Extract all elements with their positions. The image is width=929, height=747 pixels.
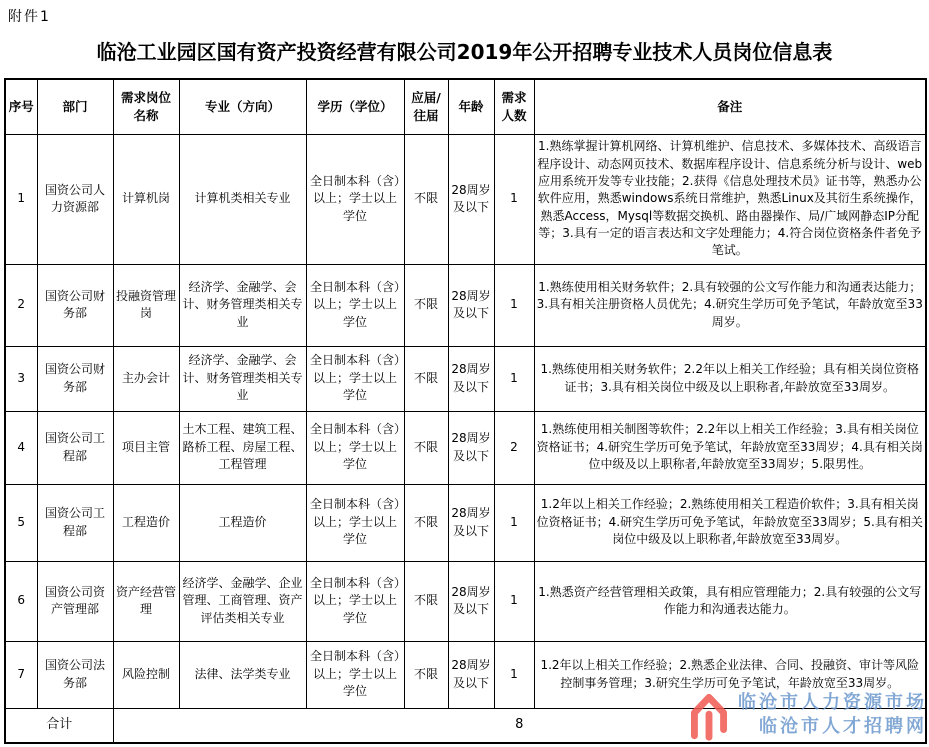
header-count: 需求人数 bbox=[494, 79, 534, 134]
cell-remarks: 1.2年以上相关工作经验；2.熟悉企业法律、合同、投融资、审计等风险控制事务管理；3.研究生学历可免予笔试，年龄放宽至33周岁。 bbox=[534, 641, 926, 708]
cell-major: 计算机类相关专业 bbox=[179, 134, 306, 264]
cell-position: 投融资管理岗 bbox=[113, 264, 179, 346]
table-row bbox=[5, 641, 926, 708]
cell-position: 风险控制 bbox=[113, 641, 179, 708]
cell-no: 6 bbox=[5, 561, 37, 641]
cell-age: 28周岁及以下 bbox=[448, 411, 494, 484]
cell-graduate-type: 不限 bbox=[404, 411, 448, 484]
cell-count: 1 bbox=[494, 484, 534, 561]
cell-position: 项目主管 bbox=[113, 411, 179, 484]
cell-no: 1 bbox=[5, 134, 37, 264]
cell-remarks: 1.2年以上相关工作经验；2.熟练使用相关工程造价软件；3.具有相关岗位资格证书；4.研究生学历可免予笔试，年龄放宽至33周岁；5.具有相关岗位中级及以上职称者,年龄放宽至33周岁。 bbox=[534, 484, 926, 561]
cell-age: 28周岁及以下 bbox=[448, 264, 494, 346]
cell-major: 法律、法学类专业 bbox=[179, 641, 306, 708]
cell-no: 7 bbox=[5, 641, 37, 708]
cell-major: 经济学、金融学、会计、财务管理类相关专业 bbox=[179, 264, 306, 346]
header-major: 专业（方向） bbox=[179, 79, 306, 134]
header-department: 部门 bbox=[37, 79, 113, 134]
page-title: 临沧工业园区国有资产投资经营有限公司2019年公开招聘专业技术人员岗位信息表 bbox=[96, 40, 833, 64]
cell-graduate-type: 不限 bbox=[404, 134, 448, 264]
cell-position: 主办会计 bbox=[113, 346, 179, 411]
cell-department: 国资公司财务部 bbox=[37, 346, 113, 411]
table-row bbox=[5, 561, 926, 641]
cell-education: 全日制本科（含）以上；学士以上学位 bbox=[306, 346, 404, 411]
cell-department: 国资公司资产管理部 bbox=[37, 561, 113, 641]
table-row bbox=[5, 411, 926, 484]
header-age: 年龄 bbox=[448, 79, 494, 134]
cell-graduate-type: 不限 bbox=[404, 264, 448, 346]
cell-major: 经济学、金融学、企业管理、工商管理、资产评估类相关专业 bbox=[179, 561, 306, 641]
table-row bbox=[5, 264, 926, 346]
cell-position: 资产经营管理 bbox=[113, 561, 179, 641]
cell-education: 全日制本科（含）以上；学士以上学位 bbox=[306, 641, 404, 708]
cell-age: 28周岁及以下 bbox=[448, 641, 494, 708]
cell-no: 5 bbox=[5, 484, 37, 561]
cell-department: 国资公司工程部 bbox=[37, 484, 113, 561]
cell-graduate-type: 不限 bbox=[404, 484, 448, 561]
attachment-label: 附件1 bbox=[8, 9, 51, 25]
cell-major: 工程造价 bbox=[179, 484, 306, 561]
cell-remarks: 1.熟练使用相关财务软件；2.具有较强的公文写作能力和沟通表达能力；3.具有相关注册资格人员优先；4.研究生学历可免予笔试，年龄放宽至33周岁。 bbox=[534, 264, 926, 346]
cell-remarks: 1.熟练使用相关财务软件；2.2年以上相关工作经验；具有相关岗位资格证书；3.具有相关岗位中级及以上职称者,年龄放宽至33周岁。 bbox=[534, 346, 926, 411]
cell-graduate-type: 不限 bbox=[404, 346, 448, 411]
table-header-row bbox=[5, 79, 926, 134]
cell-education: 全日制本科（含）以上；学士以上学位 bbox=[306, 411, 404, 484]
cell-department: 国资公司法务部 bbox=[37, 641, 113, 708]
cell-major: 土木工程、建筑工程、路桥工程、房屋工程、工程管理 bbox=[179, 411, 306, 484]
cell-graduate-type: 不限 bbox=[404, 641, 448, 708]
cell-count: 1 bbox=[494, 641, 534, 708]
cell-count: 2 bbox=[494, 411, 534, 484]
watermark-line1: 临沧市人力资源市场 bbox=[738, 691, 927, 713]
header-graduate-type: 应届/往届 bbox=[404, 79, 448, 134]
cell-department: 国资公司工程部 bbox=[37, 411, 113, 484]
header-remarks: 备注 bbox=[534, 79, 926, 134]
total-value: 8 bbox=[113, 708, 926, 743]
cell-major: 经济学、金融学、会计、财务管理类相关专业 bbox=[179, 346, 306, 411]
header-education: 学历（学位） bbox=[306, 79, 404, 134]
cell-no: 3 bbox=[5, 346, 37, 411]
cell-education: 全日制本科（含）以上；学士以上学位 bbox=[306, 561, 404, 641]
cell-count: 1 bbox=[494, 134, 534, 264]
cell-department: 国资公司人力资源部 bbox=[37, 134, 113, 264]
cell-remarks: 1.熟悉资产经营管理相关政策，具有相应管理能力；2.具有较强的公文写作能力和沟通表达能力。 bbox=[534, 561, 926, 641]
cell-position: 工程造价 bbox=[113, 484, 179, 561]
cell-age: 28周岁及以下 bbox=[448, 346, 494, 411]
cell-no: 2 bbox=[5, 264, 37, 346]
job-positions-table bbox=[4, 78, 927, 744]
cell-graduate-type: 不限 bbox=[404, 561, 448, 641]
table-row bbox=[5, 134, 926, 264]
table-row bbox=[5, 484, 926, 561]
header-position: 需求岗位名称 bbox=[113, 79, 179, 134]
watermark-line2: 临沧市人才招聘网 bbox=[759, 716, 927, 737]
cell-education: 全日制本科（含）以上；学士以上学位 bbox=[306, 484, 404, 561]
cell-remarks: 1.熟练掌握计算机网络、计算机维护、信息技术、多媒体技术、高级语言程序设计、动态网页技术、数据库程序设计、信息系统分析与设计、web应用系统开发等专业技能；2.获得《信息处理技术员》证书等，熟悉办公软件应用，熟悉windows系统日常维护，熟悉Linux及其衍生系统操作，熟悉Access，Mysql等数据交换机、路由器操作、局/广域网静态IP分配等；3.具有一定的语言表达和文字处理能力；4.符合岗位资格条件者免予笔试。 bbox=[534, 134, 926, 264]
cell-count: 1 bbox=[494, 264, 534, 346]
cell-count: 1 bbox=[494, 561, 534, 641]
total-label: 合计 bbox=[5, 708, 113, 743]
cell-position: 计算机岗 bbox=[113, 134, 179, 264]
cell-education: 全日制本科（含）以上；学士以上学位 bbox=[306, 264, 404, 346]
cell-no: 4 bbox=[5, 411, 37, 484]
cell-count: 1 bbox=[494, 346, 534, 411]
cell-age: 28周岁及以下 bbox=[448, 561, 494, 641]
cell-department: 国资公司财务部 bbox=[37, 264, 113, 346]
cell-age: 28周岁及以下 bbox=[448, 134, 494, 264]
cell-education: 全日制本科（含）以上；学士以上学位 bbox=[306, 134, 404, 264]
table-row bbox=[5, 346, 926, 411]
header-no: 序号 bbox=[5, 79, 37, 134]
cell-age: 28周岁及以下 bbox=[448, 484, 494, 561]
total-row bbox=[5, 708, 926, 743]
cell-remarks: 1.熟练使用相关制图等软件；2.2年以上相关工作经验；3.具有相关岗位资格证书；4.研究生学历可免予笔试，年龄放宽至33周岁；4.具有相关岗位中级及以上职称者,年龄放宽至33周岁；5.限男性。 bbox=[534, 411, 926, 484]
